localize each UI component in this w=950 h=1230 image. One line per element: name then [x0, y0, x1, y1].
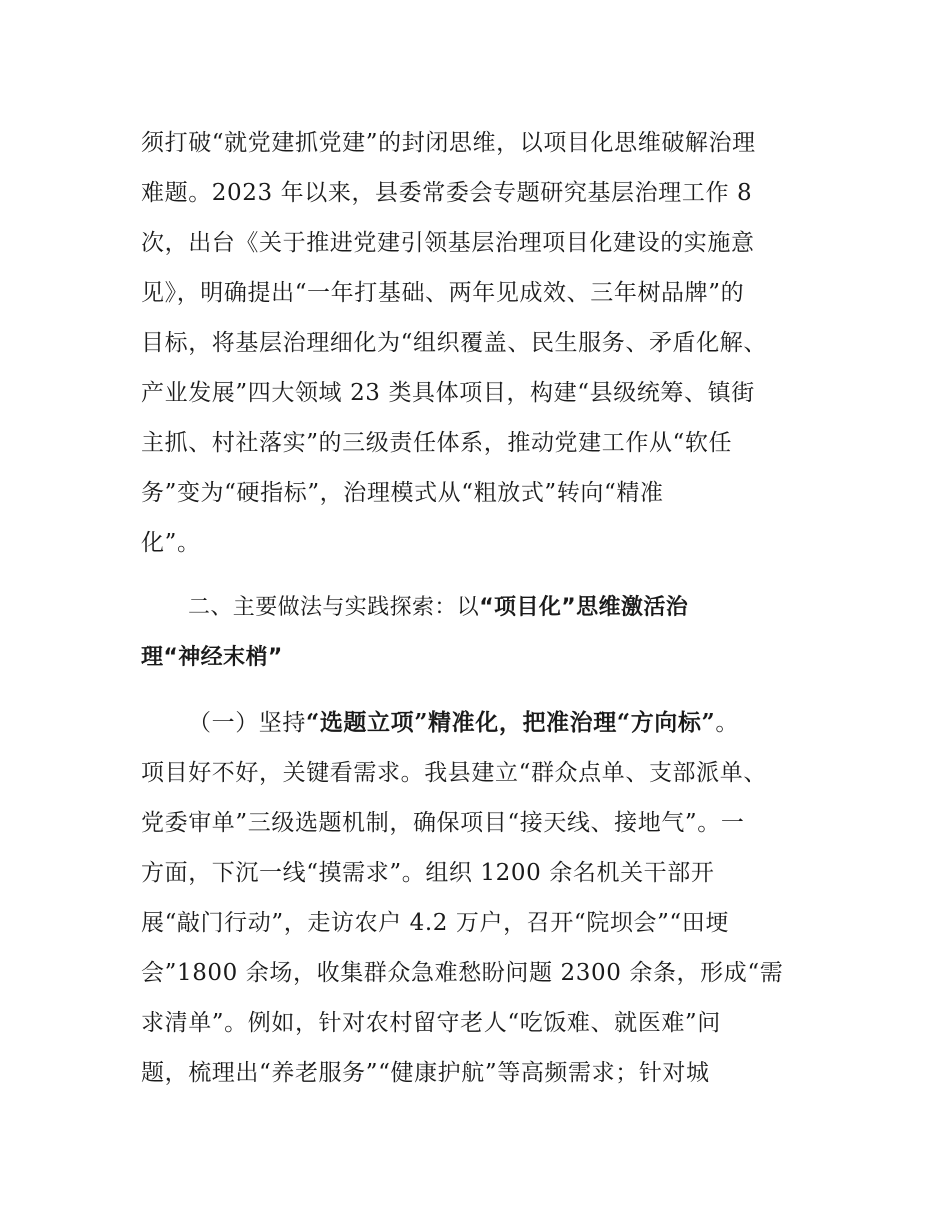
sub-section-1-line-3: 方面，下沉一线“摸需求”。组织 1200 余名机关干部开	[141, 860, 715, 886]
section-2-heading-line-1	[188, 593, 688, 623]
section-2-heading-line-2: 理“神经末梢”	[141, 645, 283, 670]
sub-section-1-bold: “选题立项”精准化，把准治理“方向标”	[306, 709, 716, 736]
paragraph-1-line-2: 难题。2023 年以来，县委常委会专题研究基层治理工作 8	[141, 180, 753, 206]
sub-section-1-heading	[188, 708, 739, 738]
section-2-heading-prefix: 二、主要做法与实践探索：以	[188, 595, 480, 620]
paragraph-1-line-5: 目标，将基层治理细化为“组织覆盖、民生服务、矛盾化解、	[141, 330, 767, 356]
sub-section-1-prefix: （一）坚持	[188, 710, 306, 736]
paragraph-1-line-9: 化”。	[141, 530, 201, 556]
sub-section-1-line-6: 求清单”。例如，针对农村留守老人“吃饭难、就医难”问	[141, 1010, 721, 1036]
sub-section-1-line-2: 党委审单”三级选题机制，确保项目“接天线、接地气”。一	[141, 810, 745, 836]
paragraph-1-line-8: 务”变为“硬指标”，治理模式从“粗放式”转向“精准	[141, 480, 664, 506]
paragraph-1-line-3: 次，出台《关于推进党建引领基层治理项目化建设的实施意	[141, 230, 755, 256]
paragraph-1-line-7: 主抓、村社落实”的三级责任体系，推动党建工作从“软任	[141, 430, 733, 456]
paragraph-1-line-6: 产业发展”四大领域 23 类具体项目，构建“县级统筹、镇街	[141, 380, 755, 406]
sub-section-1-suffix: 。	[715, 710, 739, 736]
section-2-heading-bold: “项目化”思维激活治	[479, 595, 689, 620]
paragraph-1-line-4: 见》，明确提出“一年打基础、两年见成效、三年树品牌”的	[141, 280, 745, 306]
sub-section-1-line-4: 展“敲门行动”，走访农户 4.2 万户，召开“院坝会”“田埂	[141, 910, 729, 936]
paragraph-1-line-1: 须打破“就党建抓党建”的封闭思维，以项目化思维破解治理	[141, 130, 756, 156]
sub-section-1-line-1: 项目好不好，关键看需求。我县建立“群众点单、支部派单、	[141, 760, 767, 786]
sub-section-1-line-5: 会”1800 余场，收集群众急难愁盼问题 2300 余条，形成“需	[141, 960, 784, 986]
sub-section-1-line-7: 题，梳理出“养老服务”“健康护航”等高频需求；针对城	[141, 1060, 710, 1086]
